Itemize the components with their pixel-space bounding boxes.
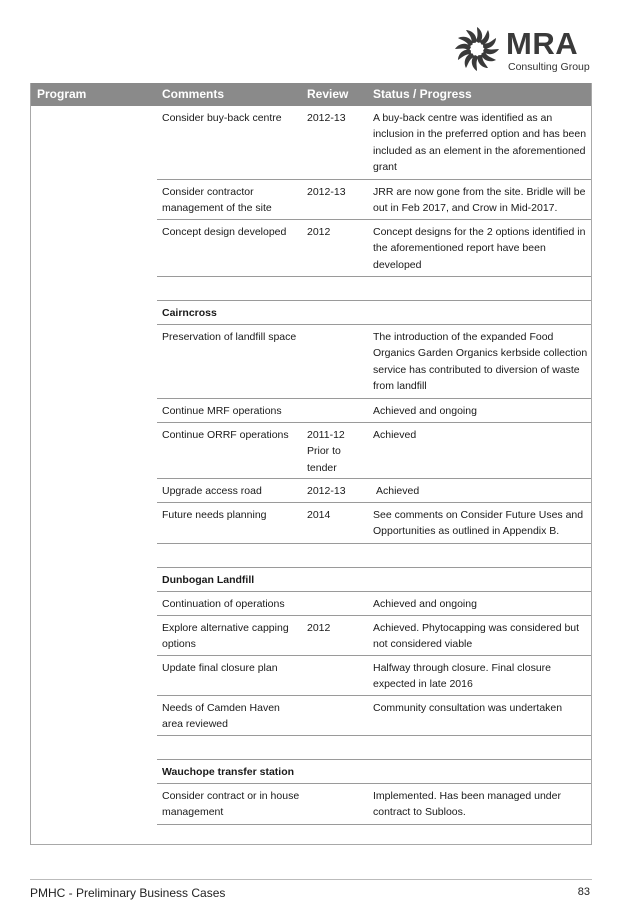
comment-cell: Explore alternative capping options <box>162 622 289 651</box>
comment-cell: Consider buy-back centre <box>162 112 282 124</box>
header-review: Review <box>307 87 349 101</box>
status-cell: Halfway through closure. Final closure expected in late 2016 <box>373 662 551 691</box>
status-cell: Achieved <box>373 429 417 441</box>
status-cell: Achieved. Phytocapping was considered but not considered viable <box>373 622 580 651</box>
review-cell: 2012-13 <box>307 112 346 124</box>
status-cell: See comments on Consider Future Uses and Opportunities as outlined in Appendix B. <box>373 509 584 538</box>
section-title: Cairncross <box>162 307 217 319</box>
table-row <box>157 399 591 423</box>
status-cell: A buy-back centre was identified as an inclusion in the preferred option and has been included as an element in the aforementioned grant <box>373 112 587 173</box>
table-row <box>157 220 591 277</box>
status-cell: Concept designs for the 2 options identified in the aforementioned report have been developed <box>373 226 586 271</box>
comment-cell: Continue ORRF operations <box>162 429 289 441</box>
table-row <box>157 325 591 399</box>
header-comments: Comments <box>162 87 225 101</box>
header-status: Status / Progress <box>373 87 472 101</box>
table-header <box>31 83 591 106</box>
section-row <box>157 568 591 592</box>
review-cell: 2011-12 Prior to tender <box>307 429 345 474</box>
section-row <box>157 301 591 325</box>
header-program: Program <box>37 87 87 101</box>
comment-cell: Consider contractor management of the site <box>162 186 272 215</box>
table-row-empty <box>157 736 591 760</box>
table-row-empty <box>157 277 591 301</box>
section-title: Dunbogan Landfill <box>162 574 255 586</box>
table-body <box>157 106 591 825</box>
status-cell: Achieved and ongoing <box>373 598 477 610</box>
status-cell: JRR are now gone from the site. Bridle will be out in Feb 2017, and Crow in Mid-2017. <box>373 186 586 215</box>
status-cell: Community consultation was undertaken <box>373 702 563 714</box>
table-row <box>157 656 591 696</box>
review-cell: 2012-13 <box>307 186 346 198</box>
comment-cell: Continue MRF operations <box>162 405 282 417</box>
status-cell: Achieved <box>376 485 420 497</box>
comment-cell: Needs of Camden Haven area reviewed <box>162 702 280 731</box>
table-row <box>157 503 591 544</box>
table-row <box>157 479 591 503</box>
comment-cell: Upgrade access road <box>162 485 262 497</box>
comment-cell: Consider contract or in house management <box>162 790 300 819</box>
footer-divider <box>30 879 592 880</box>
comment-cell: Future needs planning <box>162 509 267 521</box>
comment-cell: Update final closure plan <box>162 662 278 674</box>
comment-cell: Concept design developed <box>162 226 287 238</box>
table-row <box>157 616 591 656</box>
status-cell: The introduction of the expanded Food Organics Garden Organics kerbside collection service has contributed to diversion of waste from landfill <box>373 331 588 392</box>
review-cell: 2012 <box>307 226 331 238</box>
status-cell: Achieved and ongoing <box>373 405 477 417</box>
review-cell: 2012 <box>307 622 331 634</box>
comment-cell: Continuation of operations <box>162 598 285 610</box>
logo-wordmark: MRA <box>506 26 579 61</box>
section-row <box>157 760 591 784</box>
footer-document-title: PMHC - Preliminary Business Cases <box>30 886 226 900</box>
table-row <box>157 423 591 479</box>
table-row <box>157 784 591 825</box>
mra-logo <box>452 20 602 76</box>
table-row <box>157 180 591 220</box>
table-row <box>157 106 591 180</box>
status-cell: Implemented. Has been managed under contract to Subloos. <box>373 790 561 819</box>
table-row <box>157 592 591 616</box>
page-number: 83 <box>577 886 590 898</box>
table-row <box>157 696 591 736</box>
review-cell: 2012-13 <box>307 485 346 497</box>
comment-cell: Preservation of landfill space <box>162 331 297 343</box>
section-title: Wauchope transfer station <box>162 766 295 778</box>
review-cell: 2014 <box>307 509 331 521</box>
mra-emblem-icon <box>452 24 502 74</box>
logo-subtitle: Consulting Group <box>508 61 590 73</box>
table-row-empty <box>157 544 591 568</box>
program-table <box>30 83 592 845</box>
